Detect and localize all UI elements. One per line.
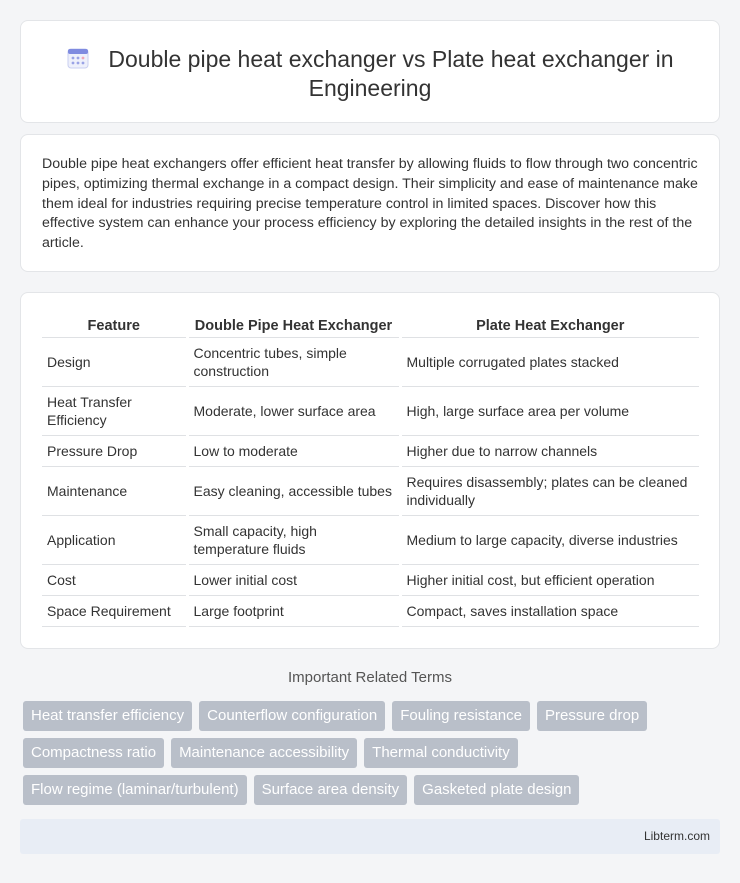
table-cell: Design: [42, 337, 187, 386]
comparison-table: [42, 315, 699, 627]
page-title-wrap: [21, 45, 719, 103]
table-cell: Higher initial cost, but efficient operation: [400, 564, 699, 595]
header-double-pipe: Double Pipe Heat Exchanger: [187, 315, 400, 337]
table-header-row: [42, 315, 699, 337]
table-cell: Compact, saves installation space: [400, 595, 699, 626]
header-plate: Plate Heat Exchanger: [400, 315, 699, 337]
table-row: [42, 564, 699, 595]
table-cell: Maintenance: [42, 466, 187, 515]
table-cell: Multiple corrugated plates stacked: [400, 337, 699, 386]
table-cell: Heat Transfer Efficiency: [42, 386, 187, 435]
tag[interactable]: Gasketed plate design: [414, 775, 579, 805]
table-row: [42, 595, 699, 626]
table-cell: Lower initial cost: [187, 564, 400, 595]
table-cell: Small capacity, high temperature fluids: [187, 515, 400, 564]
table-cell: Space Requirement: [42, 595, 187, 626]
table-row: [42, 515, 699, 564]
tag-row: [23, 738, 723, 768]
table-cell: High, large surface area per volume: [400, 386, 699, 435]
table-row: [42, 466, 699, 515]
page-title: Double pipe heat exchanger vs Plate heat exchanger in Engineering: [108, 46, 674, 101]
table-row: [42, 337, 699, 386]
calendar-grid-icon: [66, 46, 90, 70]
tag[interactable]: Flow regime (laminar/turbulent): [23, 775, 247, 805]
header-feature: Feature: [42, 315, 187, 337]
table-row: [42, 435, 699, 466]
related-terms-tags: [23, 701, 723, 812]
tag[interactable]: Pressure drop: [537, 701, 647, 731]
table-cell: Pressure Drop: [42, 435, 187, 466]
table-cell: Easy cleaning, accessible tubes: [187, 466, 400, 515]
footer-site-link[interactable]: Libterm.com: [643, 829, 710, 843]
summary-text: Double pipe heat exchangers offer efficient heat transfer by allowing fluids to flow through two concentric pipes, optimizing thermal exchange in a compact design. Their simplicity and ease of maintenance make them ideal for industries requiring precise temperature control in limited spaces. Discover how this effective system can enhance your process efficiency by exploring the detailed insights in the rest of the article.: [42, 156, 698, 252]
summary-card: [20, 134, 720, 272]
tag[interactable]: Maintenance accessibility: [171, 738, 357, 768]
related-terms-heading: Important Related Terms: [288, 669, 452, 686]
table-row: [42, 386, 699, 435]
table-cell: Low to moderate: [187, 435, 400, 466]
tag[interactable]: Thermal conductivity: [364, 738, 518, 768]
tag-row: [23, 701, 723, 731]
table-cell: Moderate, lower surface area: [187, 386, 400, 435]
table-cell: Large footprint: [187, 595, 400, 626]
table-cell: Medium to large capacity, diverse industries: [400, 515, 699, 564]
table-cell: Requires disassembly; plates can be cleaned individually: [400, 466, 699, 515]
footer: [20, 819, 720, 854]
tag[interactable]: Compactness ratio: [23, 738, 164, 768]
tag[interactable]: Heat transfer efficiency: [23, 701, 192, 731]
title-card: [20, 20, 720, 123]
tag[interactable]: Counterflow configuration: [199, 701, 385, 731]
table-cell: Application: [42, 515, 187, 564]
comparison-table-card: [20, 292, 720, 649]
tag-row: [23, 775, 723, 805]
tag[interactable]: Surface area density: [254, 775, 408, 805]
tag[interactable]: Fouling resistance: [392, 701, 530, 731]
table-cell: Higher due to narrow channels: [400, 435, 699, 466]
table-cell: Cost: [42, 564, 187, 595]
table-cell: Concentric tubes, simple construction: [187, 337, 400, 386]
